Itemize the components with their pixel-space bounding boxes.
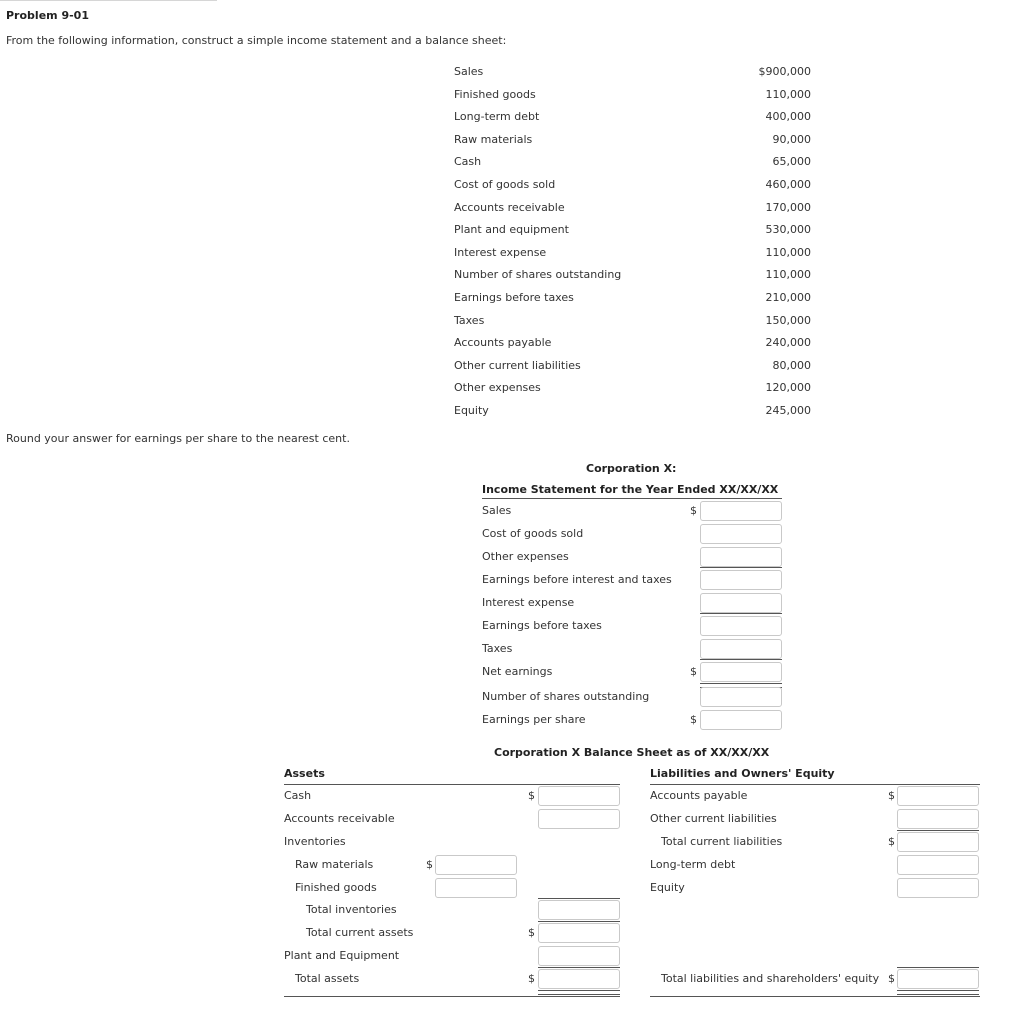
subtotal-rule bbox=[538, 898, 620, 899]
currency-symbol: $ bbox=[528, 926, 535, 939]
other-current-liabilities-input[interactable] bbox=[897, 809, 979, 829]
currency-symbol: $ bbox=[888, 972, 895, 985]
plant-equipment-input[interactable] bbox=[538, 946, 620, 966]
given-label: Long-term debt bbox=[454, 110, 540, 124]
given-value: 210,000 bbox=[765, 290, 811, 304]
given-row bbox=[454, 152, 811, 175]
total-current-assets-input[interactable] bbox=[538, 923, 620, 943]
given-label: Taxes bbox=[454, 313, 485, 327]
bs-label-plant: Plant and Equipment bbox=[284, 949, 400, 962]
subtotal-rule bbox=[700, 613, 782, 614]
given-row bbox=[454, 356, 811, 379]
given-row bbox=[454, 265, 811, 288]
assets-footer-rule bbox=[284, 996, 620, 997]
is-label-interest: Interest expense bbox=[482, 596, 575, 609]
currency-symbol: $ bbox=[528, 972, 535, 985]
subtotal-rule bbox=[538, 921, 620, 922]
is-label-ebit: Earnings before interest and taxes bbox=[482, 573, 672, 586]
given-value: 530,000 bbox=[765, 223, 811, 237]
subtotal-rule bbox=[897, 830, 979, 831]
total-double-rule bbox=[897, 990, 979, 995]
given-value: 120,000 bbox=[765, 381, 811, 395]
eps-input[interactable] bbox=[700, 710, 782, 730]
is-label-taxes: Taxes bbox=[482, 642, 513, 655]
bs-label-long-term-debt: Long-term debt bbox=[650, 858, 736, 871]
given-row bbox=[454, 175, 811, 198]
cogs-input[interactable] bbox=[700, 524, 782, 544]
given-row bbox=[454, 62, 811, 85]
subtotal-rule bbox=[700, 659, 782, 660]
given-row bbox=[454, 130, 811, 153]
total-liabilities-equity-input[interactable] bbox=[897, 969, 979, 989]
given-label: Accounts receivable bbox=[454, 200, 565, 214]
given-row bbox=[454, 243, 811, 266]
currency-symbol: $ bbox=[888, 835, 895, 848]
income-statement-title: Corporation X: bbox=[586, 462, 677, 475]
subtotal-rule bbox=[538, 967, 620, 968]
is-label-eps: Earnings per share bbox=[482, 713, 586, 726]
given-row bbox=[454, 85, 811, 108]
given-label: Cost of goods sold bbox=[454, 177, 556, 191]
given-label: Accounts payable bbox=[454, 336, 552, 350]
bs-label-raw-materials: Raw materials bbox=[295, 858, 374, 871]
currency-symbol: $ bbox=[426, 858, 433, 871]
subtotal-rule bbox=[700, 567, 782, 568]
given-label: Finished goods bbox=[454, 87, 536, 101]
is-label-net-earnings: Net earnings bbox=[482, 665, 553, 678]
given-row bbox=[454, 378, 811, 401]
currency-symbol: $ bbox=[690, 665, 697, 678]
net-earnings-input[interactable] bbox=[700, 662, 782, 682]
given-value: 110,000 bbox=[765, 245, 811, 259]
is-row-shares bbox=[482, 686, 782, 709]
bs-label-accounts-payable: Accounts payable bbox=[650, 789, 748, 802]
is-row-eps bbox=[482, 709, 782, 732]
taxes-input[interactable] bbox=[700, 639, 782, 659]
given-value: 170,000 bbox=[765, 200, 811, 214]
bs-label-other-liabilities: Other current liabilities bbox=[650, 812, 777, 825]
is-row-ebit bbox=[482, 569, 782, 592]
top-divider bbox=[0, 0, 217, 1]
given-value: $900,000 bbox=[758, 65, 811, 78]
given-label: Other expenses bbox=[454, 381, 541, 395]
raw-materials-input[interactable] bbox=[435, 855, 517, 875]
balance-sheet-title: Corporation X Balance Sheet as of XX/XX/XX bbox=[494, 746, 770, 759]
is-row-taxes bbox=[482, 638, 782, 661]
bs-label-receivable: Accounts receivable bbox=[284, 812, 395, 825]
given-row bbox=[454, 311, 811, 334]
is-label-cogs: Cost of goods sold bbox=[482, 527, 584, 540]
given-value: 90,000 bbox=[772, 132, 811, 146]
total-double-rule bbox=[538, 990, 620, 995]
other-expenses-input[interactable] bbox=[700, 547, 782, 567]
total-inventories-input[interactable] bbox=[538, 900, 620, 920]
bs-label-total-liabilities-equity: Total liabilities and shareholders' equity bbox=[661, 972, 880, 985]
given-value: 65,000 bbox=[772, 155, 811, 169]
ebit-input[interactable] bbox=[700, 570, 782, 590]
given-label: Equity bbox=[454, 403, 489, 417]
shares-outstanding-input[interactable] bbox=[700, 687, 782, 707]
bs-label-equity: Equity bbox=[650, 881, 685, 894]
bs-label-total-assets: Total assets bbox=[295, 972, 360, 985]
given-label: Earnings before taxes bbox=[454, 290, 574, 304]
given-label: Other current liabilities bbox=[454, 358, 581, 372]
is-label-ebt: Earnings before taxes bbox=[482, 619, 602, 632]
given-label: Raw materials bbox=[454, 132, 533, 146]
is-row-interest bbox=[482, 592, 782, 615]
income-statement-header-rule bbox=[482, 498, 782, 499]
given-value: 400,000 bbox=[765, 110, 811, 124]
given-row bbox=[454, 198, 811, 221]
given-label: Cash bbox=[454, 155, 482, 169]
equity-input[interactable] bbox=[897, 878, 979, 898]
subtotal-rule bbox=[897, 967, 979, 968]
given-value: 240,000 bbox=[765, 336, 811, 350]
assets-header-rule bbox=[284, 784, 620, 785]
problem-title: Problem 9-01 bbox=[6, 9, 89, 22]
given-label: Plant and equipment bbox=[454, 223, 569, 237]
ebt-input[interactable] bbox=[700, 616, 782, 636]
assets-heading: Assets bbox=[284, 767, 325, 780]
given-row bbox=[454, 220, 811, 243]
liabilities-heading: Liabilities and Owners' Equity bbox=[650, 767, 835, 780]
liabilities-header-rule bbox=[650, 784, 980, 785]
given-value: 110,000 bbox=[765, 87, 811, 101]
given-data-table bbox=[454, 62, 811, 424]
currency-symbol: $ bbox=[690, 713, 697, 726]
total-current-liabilities-input[interactable] bbox=[897, 832, 979, 852]
currency-symbol: $ bbox=[888, 789, 895, 802]
total-assets-input[interactable] bbox=[538, 969, 620, 989]
given-value: 150,000 bbox=[765, 313, 811, 327]
finished-goods-input[interactable] bbox=[435, 878, 517, 898]
problem-prompt: From the following information, construct a simple income statement and a balance sheet: bbox=[6, 34, 507, 47]
accounts-receivable-input[interactable] bbox=[538, 809, 620, 829]
sales-input[interactable] bbox=[700, 501, 782, 521]
bs-label-finished-goods: Finished goods bbox=[295, 881, 377, 894]
given-label: Sales bbox=[454, 65, 484, 78]
is-row-cogs bbox=[482, 523, 782, 546]
given-row bbox=[454, 288, 811, 311]
is-row-sales bbox=[482, 500, 782, 523]
given-row bbox=[454, 333, 811, 356]
cash-input[interactable] bbox=[538, 786, 620, 806]
rounding-instruction: Round your answer for earnings per share to the nearest cent. bbox=[6, 432, 350, 445]
is-label-sales: Sales bbox=[482, 504, 512, 517]
currency-symbol: $ bbox=[690, 504, 697, 517]
is-label-other-expenses: Other expenses bbox=[482, 550, 569, 563]
long-term-debt-input[interactable] bbox=[897, 855, 979, 875]
is-row-other-expenses bbox=[482, 546, 782, 569]
given-value: 80,000 bbox=[772, 358, 811, 372]
bs-label-cash: Cash bbox=[284, 789, 312, 802]
bs-label-total-current-assets: Total current assets bbox=[306, 926, 414, 939]
income-statement-subtitle: Income Statement for the Year Ended XX/XX/XX bbox=[482, 483, 779, 496]
is-row-net-earnings bbox=[482, 661, 782, 684]
given-label: Number of shares outstanding bbox=[454, 268, 622, 282]
liabilities-footer-rule bbox=[650, 996, 980, 997]
is-row-ebt bbox=[482, 615, 782, 638]
given-value: 110,000 bbox=[765, 268, 811, 282]
currency-symbol: $ bbox=[528, 789, 535, 802]
interest-expense-input[interactable] bbox=[700, 593, 782, 613]
given-value: 460,000 bbox=[765, 177, 811, 191]
bs-label-inventories: Inventories bbox=[284, 835, 346, 848]
given-row bbox=[454, 107, 811, 130]
bs-label-total-current-liabilities: Total current liabilities bbox=[661, 835, 783, 848]
accounts-payable-input[interactable] bbox=[897, 786, 979, 806]
is-label-shares: Number of shares outstanding bbox=[482, 690, 650, 703]
given-value: 245,000 bbox=[765, 403, 811, 417]
bs-label-total-inventories: Total inventories bbox=[306, 903, 397, 916]
given-label: Interest expense bbox=[454, 245, 547, 259]
given-row bbox=[454, 401, 811, 424]
